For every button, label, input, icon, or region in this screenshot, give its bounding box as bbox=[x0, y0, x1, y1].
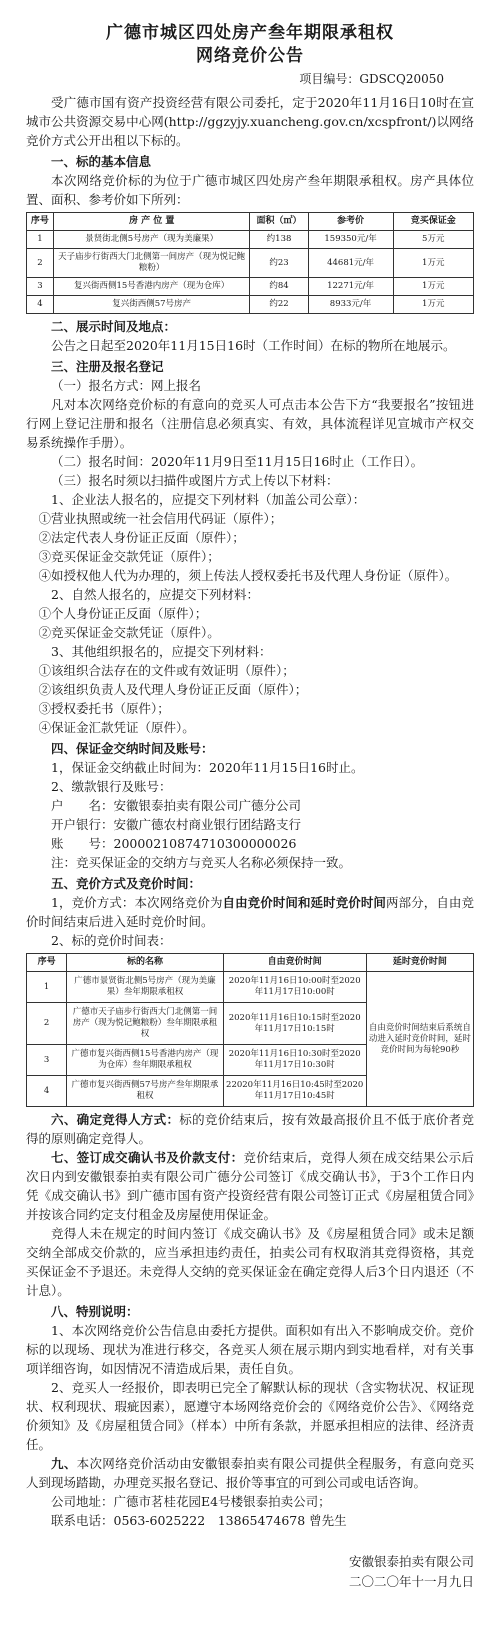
schedule-title: 2、标的竞价时间表： bbox=[51, 933, 172, 948]
cell: 约22 bbox=[250, 296, 308, 314]
cell: 天子庙步行街西大门北侧第一间房产（现为悦记鲍粮粉） bbox=[53, 249, 250, 278]
cell: 景贤街北侧5号房产（现为美廉果） bbox=[53, 231, 250, 249]
materials-corp-3: ③竞买保证金交款凭证（原件）； bbox=[38, 549, 220, 564]
cell: 2 bbox=[27, 249, 54, 278]
account-bank: 开户银行：安徽广德农村商业银行团结路支行 bbox=[51, 817, 302, 832]
section-7-text-2: 竞得人未在规定的时间内签订《成交确认书》及《房屋租赁合同》或未足额交纳全部成交价款的，应当承担违约责任，拍卖公司有权取消其竞得资格，其竞买保证金不予退还。未竞得人交纳的竞买保证金在确定竞得人后3个日内退还（不计息）。 bbox=[26, 1226, 474, 1298]
section-2-title: 二、展示时间及地点： bbox=[51, 319, 177, 334]
materials-org-1: ①该组织合法存在的文件或有效证明（原件）； bbox=[38, 663, 295, 678]
cell: 1万元 bbox=[393, 249, 473, 278]
section-7-title: 七、签订成交确认书及价款支付： bbox=[51, 1150, 244, 1165]
table-row bbox=[27, 296, 474, 314]
materials-corp-4: ④如授权他人代为办理的，须上传法人授权委托书及代理人身份证（原件）。 bbox=[38, 568, 458, 583]
schedule-table-header bbox=[27, 954, 474, 972]
company-address: 公司地址：广德市茗桂花园E4号楼银泰拍卖公司； bbox=[51, 1494, 331, 1509]
header-deposit: 竞买保证金 bbox=[393, 213, 473, 231]
bidding-method bbox=[26, 893, 474, 931]
cell: 44681元/年 bbox=[308, 249, 393, 278]
table-row bbox=[27, 972, 474, 1003]
section-8-title: 八、特别说明： bbox=[51, 1304, 139, 1319]
materials-org-2: ②该组织负责人及代理人身份证正反面（原件）； bbox=[38, 682, 308, 697]
section-1-text: 本次网络竞价标的为位于广德市城区四处房产叁年期限承租权。房产具体位置、面积、参考价如下所列： bbox=[26, 173, 474, 207]
project-number: 项目编号：GDSCQ20050 bbox=[299, 72, 444, 86]
contact-phone: 联系电话：0563-6025222 13865474678 曾先生 bbox=[51, 1513, 347, 1528]
table-row bbox=[27, 249, 474, 278]
section-5-title: 五、竞价方式及竞价时间： bbox=[51, 876, 202, 891]
materials-org-4: ④保证金汇款凭证（原件）。 bbox=[38, 720, 195, 735]
cell: 2020年11月16日10:30时至2020年11月17日10:30时 bbox=[223, 1045, 366, 1076]
signup-method: （一）报名方式：网上报名 bbox=[51, 378, 202, 393]
cell: 4 bbox=[27, 1076, 67, 1107]
section-3-title: 三、注册及报名登记 bbox=[51, 359, 164, 374]
title-line-1: 广德市城区四处房产叁年期限承租权 bbox=[106, 23, 394, 43]
property-table bbox=[26, 212, 474, 314]
materials-person: 2、自然人报名的，应提交下列材料： bbox=[51, 587, 259, 602]
bidding-method-bold: 自由竞价时间和延时竞价时间 bbox=[222, 895, 387, 910]
header-price: 参考价 bbox=[308, 213, 393, 231]
section-6 bbox=[26, 1110, 474, 1148]
header-location: 房 产 位 置 bbox=[53, 213, 250, 231]
section-1-title: 一、标的基本信息 bbox=[51, 154, 152, 169]
header-free-time: 自由竞价时间 bbox=[223, 954, 366, 972]
cell: 广德市复兴街西侧15号香港内房产（现为仓库）叁年期限承租权 bbox=[67, 1045, 223, 1076]
special-note-1: 1、本次网络竞价公告信息由委托方提供。面积如有出入不影响成交价。竞价标的以现场、现状为准进行移交，各竞买人须在展示期内到实地看样，对有关事项详细咨询，如因情况不清造成后果，责任自负。 bbox=[26, 1323, 474, 1376]
cell: 12271元/年 bbox=[308, 278, 393, 296]
property-table-header bbox=[27, 213, 474, 231]
cell: 广德市天子庙步行街西大门北侧第一间房产（现为悦记鲍粮粉）叁年期限承租权 bbox=[67, 1003, 223, 1045]
section-9-text: 本次网络竞价活动由安徽银泰拍卖有限公司提供全程服务，有意向竞买人到现场踏勘，办理竞买报名登记、报价等事宜的可到公司或电话咨询。 bbox=[26, 1456, 474, 1490]
header-area: 面积（㎡） bbox=[250, 213, 308, 231]
intro-paragraph: 受广德市国有资产投资经营有限公司委托，定于2020年11月16日10时在宣城市公共资源交易中心网(http://ggzyjy.xuancheng.gov.cn/xcspfront/)以网络竞价方式公开出租以下标的。 bbox=[26, 95, 474, 148]
cell: 广德市景贤街北侧5号房产（现为美廉果）叁年期限承租权 bbox=[67, 972, 223, 1003]
cell: 复兴街西侧15号香港内房产（现为仓库） bbox=[53, 278, 250, 296]
section-4-title: 四、保证金交纳时间及账号： bbox=[51, 741, 214, 756]
cell: 约138 bbox=[250, 231, 308, 249]
cell: 1 bbox=[27, 972, 67, 1003]
materials-intro: （三）报名时须以扫描件或图片方式上传以下材料： bbox=[51, 473, 339, 488]
cell: 约84 bbox=[250, 278, 308, 296]
bank-info-title: 2、缴款银行及账号： bbox=[51, 779, 172, 794]
materials-org: 3、其他组织报名的，应提交下列材料： bbox=[51, 644, 272, 659]
delay-cell: 自由竞价时间结束后系统自动进入延时竞价时间，延时竞价时间为每轮90秒 bbox=[366, 972, 473, 1107]
cell: 3 bbox=[27, 278, 54, 296]
table-row bbox=[27, 231, 474, 249]
section-9 bbox=[26, 1454, 474, 1492]
materials-person-1: ①个人身份证正反面（原件）； bbox=[38, 606, 208, 621]
section-6-text: 标的竞价结束后，按有效最高报价且不低于底价者竞得的原则确定竞得人。 bbox=[26, 1112, 474, 1146]
cell: 1 bbox=[27, 231, 54, 249]
deposit-note: 注：竞买保证金的交纳方与竞买人名称必须保持一致。 bbox=[51, 855, 352, 870]
cell: 8933元/年 bbox=[308, 296, 393, 314]
cell: 4 bbox=[27, 296, 54, 314]
section-7 bbox=[26, 1148, 474, 1224]
materials-org-3: ③授权委托书（原件）； bbox=[38, 701, 170, 716]
special-note-2: 2、竞买人一经报价，即表明已完全了解默认标的现状（含实物状况、权证现状、权利现状、瑕疵因素），愿遵守本场网络竞价会的《网络竞价公告》、《网络竞价须知》及《房屋租赁合同》（样本）中所有条款，并愿承担相应的法律、经济责任。 bbox=[26, 1380, 474, 1452]
materials-person-2: ②竞买保证金交款凭证（原件）。 bbox=[38, 625, 220, 640]
cell: 3 bbox=[27, 1045, 67, 1076]
header-delay-time: 延时竞价时间 bbox=[366, 954, 473, 972]
signup-method-text: 凡对本次网络竞价标的有意向的竞买人可点击本公告下方“我要报名”按钮进行网上登记注册和报名（注册信息必须真实、有效，具体流程详见宣城市产权交易系统操作手册）。 bbox=[26, 397, 474, 450]
cell: 2 bbox=[27, 1003, 67, 1045]
cell: 22020年11月16日10:45时至2020年11月17日10:45时 bbox=[223, 1076, 366, 1107]
account-number: 账 号：20000210874710300000026 bbox=[51, 836, 297, 851]
signature-date: 二〇二〇年十一月九日 bbox=[348, 1574, 474, 1589]
account-name: 户 名：安徽银泰拍卖有限公司广德分公司 bbox=[51, 798, 302, 813]
section-2-text: 公告之日起至2020年11月15日16时（工作时间）在标的物所在地展示。 bbox=[51, 338, 456, 353]
cell: 2020年11月16日10:15时至2020年11月17日10:15时 bbox=[223, 1003, 366, 1045]
header-name: 标的名称 bbox=[67, 954, 223, 972]
signature-block bbox=[26, 1552, 474, 1592]
cell: 2020年11月16日10:00时至2020年11月17日10:00时 bbox=[223, 972, 366, 1003]
bidding-method-pre: 1，竞价方式：本次网络竞价为 bbox=[51, 895, 223, 910]
bidding-method-post: 两部分，自由竞价时间结束后进入延时竞价时间。 bbox=[26, 895, 474, 929]
section-6-title: 六、确定竞得人方式： bbox=[51, 1112, 180, 1127]
signup-time: （二）报名时间：2020年11月9日至11月15日16时止（工作日）。 bbox=[51, 454, 424, 469]
materials-corp-2: ②法定代表人身份证正反面（原件）； bbox=[38, 530, 245, 545]
materials-corp-1: ①营业执照或统一社会信用代码证（原件）； bbox=[38, 511, 283, 526]
table-row bbox=[27, 278, 474, 296]
schedule-table bbox=[26, 953, 474, 1107]
title-line-2: 网络竞价公告 bbox=[196, 46, 304, 66]
cell: 广德市复兴街西侧57号房产叁年期限承租权 bbox=[67, 1076, 223, 1107]
header-no: 序号 bbox=[27, 954, 67, 972]
header-no: 序号 bbox=[27, 213, 54, 231]
section-7-text: 竞价结束后，竞得人须在成交结果公示后次日内到安徽银泰拍卖有限公司广德分公司签订《成交确认书》，于3个工作日内凭《成交确认书》到广德市国有资产投资经营有限公司签订正式《房屋租赁合同》并按该合同约定支付租金及房屋使用保证金。 bbox=[26, 1150, 474, 1222]
cell: 约23 bbox=[250, 249, 308, 278]
cell: 5万元 bbox=[393, 231, 473, 249]
section-9-title: 九、 bbox=[51, 1456, 77, 1471]
cell: 复兴街西侧57号房产 bbox=[53, 296, 250, 314]
materials-corp: 1、企业法人报名的，应提交下列材料（加盖公司公章）： bbox=[51, 492, 366, 507]
signature-org: 安徽银泰拍卖有限公司 bbox=[348, 1554, 474, 1569]
cell: 1万元 bbox=[393, 296, 473, 314]
cell: 1万元 bbox=[393, 278, 473, 296]
cell: 159350元/年 bbox=[308, 231, 393, 249]
deposit-deadline: 1，保证金交纳截止时间为：2020年11月15日16时止。 bbox=[51, 760, 364, 775]
